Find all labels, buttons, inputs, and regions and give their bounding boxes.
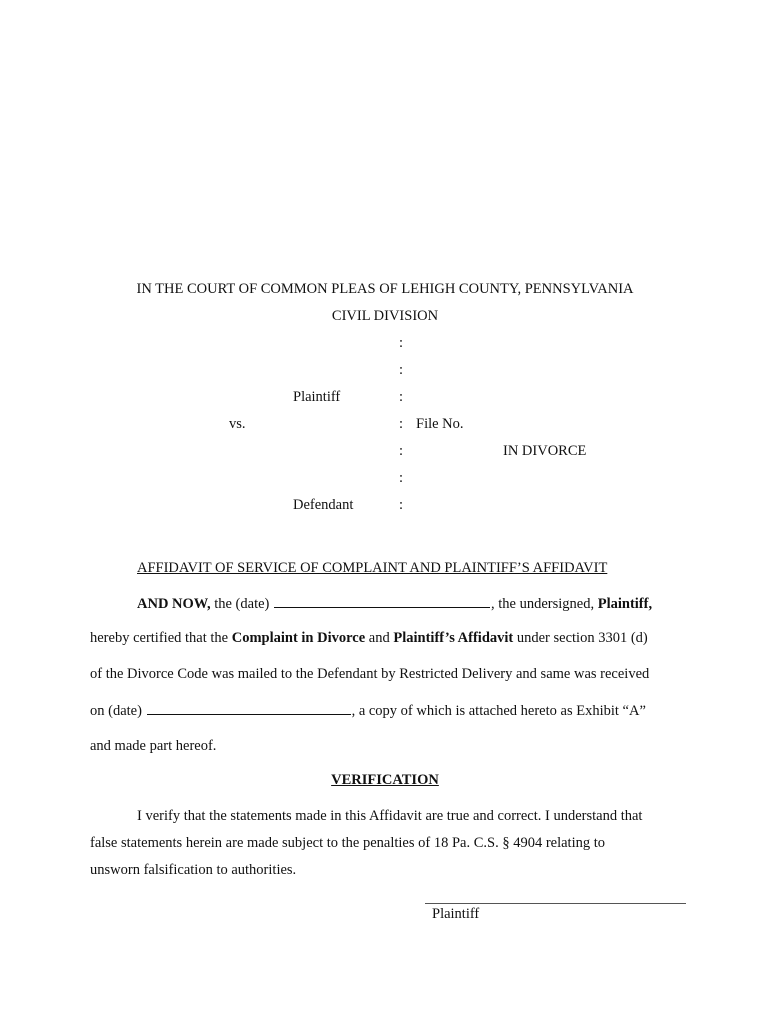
affidavit-line-4 bbox=[90, 702, 646, 720]
caption-colon: : bbox=[398, 416, 404, 432]
signature-label: Plaintiff bbox=[432, 906, 480, 922]
plaintiff-bold: Plaintiff, bbox=[597, 596, 653, 612]
undersigned-text: , the undersigned, bbox=[491, 596, 598, 612]
file-number-label: File No. bbox=[416, 416, 464, 432]
signature-line[interactable] bbox=[425, 903, 686, 904]
affidavit-title: AFFIDAVIT OF SERVICE OF COMPLAINT AND PLAINTIFF’S AFFIDAVIT bbox=[137, 560, 608, 576]
service-date-blank[interactable] bbox=[274, 595, 490, 608]
verification-line-2: false statements herein are made subject to the penalties of 18 Pa. C.S. § 4904 relating to bbox=[90, 835, 606, 851]
in-divorce-label: IN DIVORCE bbox=[503, 443, 587, 459]
certified-text: hereby certified that the bbox=[90, 630, 232, 646]
caption-colon: : bbox=[398, 470, 404, 486]
caption-colon: : bbox=[398, 389, 404, 405]
plaintiffs-affidavit-bold: Plaintiff’s Affidavit bbox=[393, 630, 514, 646]
verification-line-3: unsworn falsification to authorities. bbox=[90, 862, 297, 878]
affidavit-line-2 bbox=[90, 630, 648, 647]
received-date-label: on (date) bbox=[90, 703, 146, 719]
exhibit-text: , a copy of which is attached hereto as Exhibit “A” bbox=[351, 703, 646, 719]
verification-line-1: I verify that the statements made in this Affidavit are true and correct. I understand that bbox=[137, 808, 643, 824]
division-heading: CIVIL DIVISION bbox=[331, 308, 439, 324]
caption-colon: : bbox=[398, 335, 404, 351]
received-date-blank[interactable] bbox=[147, 702, 351, 715]
caption-colon: : bbox=[398, 443, 404, 459]
section-text: under section 3301 (d) bbox=[513, 630, 648, 646]
defendant-label: Defendant bbox=[293, 497, 354, 513]
verification-title: VERIFICATION bbox=[331, 772, 439, 788]
caption-colon: : bbox=[398, 362, 404, 378]
complaint-bold: Complaint in Divorce bbox=[231, 630, 366, 646]
affidavit-line-1 bbox=[137, 595, 652, 613]
affidavit-line-5: and made part hereof. bbox=[90, 738, 217, 754]
plaintiff-label: Plaintiff bbox=[293, 389, 341, 405]
and-now-text: AND NOW, bbox=[137, 596, 211, 612]
date-label: the (date) bbox=[210, 596, 273, 612]
affidavit-line-3: of the Divorce Code was mailed to the Defendant by Restricted Delivery and same was received bbox=[90, 666, 650, 682]
versus-label: vs. bbox=[229, 416, 246, 432]
and-text: and bbox=[365, 630, 394, 646]
court-heading: IN THE COURT OF COMMON PLEAS OF LEHIGH COUNTY, PENNSYLVANIA bbox=[136, 281, 634, 297]
caption-colon: : bbox=[398, 497, 404, 513]
